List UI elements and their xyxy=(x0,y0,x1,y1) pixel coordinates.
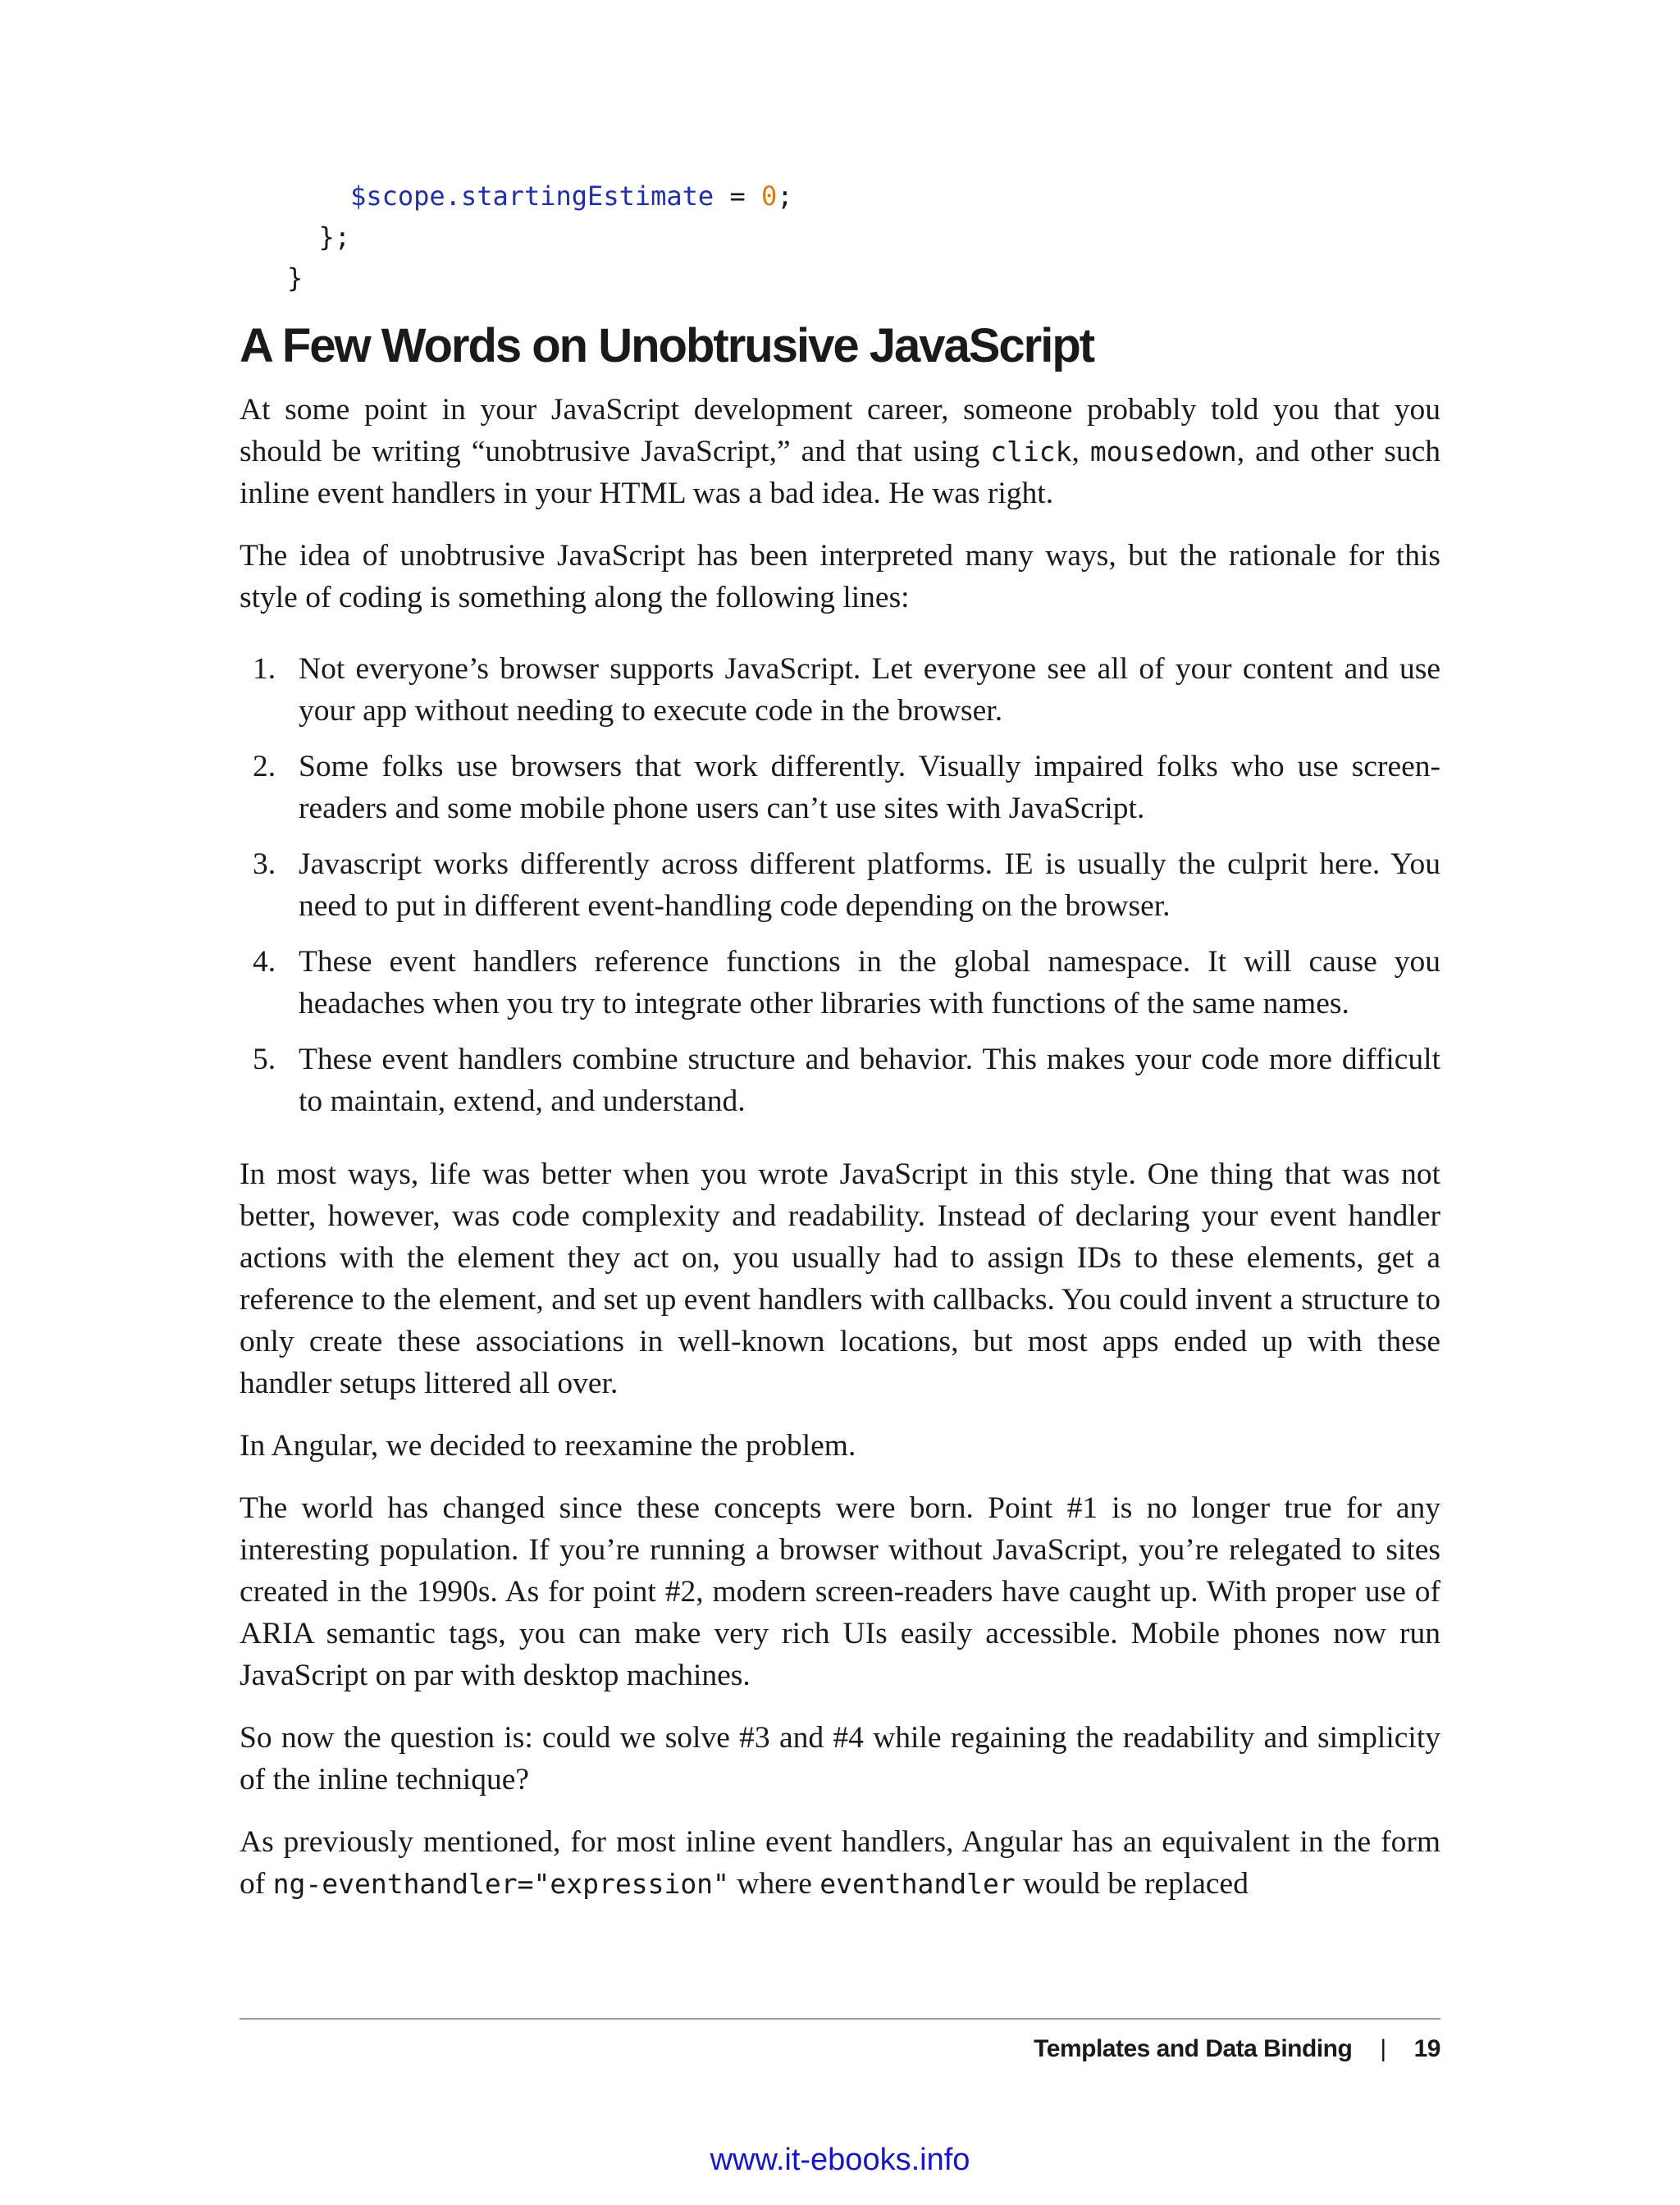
text-span: , and other such inline event handlers in your HTML was a bad idea. He was right. xyxy=(240,435,1441,510)
paragraph-intro-1 xyxy=(240,389,1440,514)
inline-code-mousedown: mousedown xyxy=(1089,436,1237,468)
code-variable: $scope.startingEstimate xyxy=(350,180,714,212)
list-number: 2. xyxy=(253,750,276,783)
section-heading: A Few Words on Unobtrusive JavaScript xyxy=(240,319,1094,372)
text-span: As previously mentioned, for most inline event handlers, Angular has an equivalent in the form of xyxy=(240,1825,1440,1901)
code-number: 0 xyxy=(760,180,778,212)
chapter-title: Templates and Data Binding xyxy=(1034,2035,1353,2062)
page-footer xyxy=(1034,2033,1440,2066)
footer-separator: | xyxy=(1380,2035,1386,2062)
list-text: These event handlers reference functions in the global namespace. It will cause you headaches when you try to integrate other libraries with functions of the same names. xyxy=(299,945,1440,1020)
code-line-1 xyxy=(287,180,793,212)
inline-code-ng-eventhandler: ng-eventhandler="expression" xyxy=(272,1868,729,1900)
list-text: These event handlers combine structure and behavior. This makes your code more difficult to maintain, extend, and understand. xyxy=(299,1043,1440,1118)
code-operator: = xyxy=(714,180,761,212)
paragraph-intro-2: The idea of unobtrusive JavaScript has been interpreted many ways, but the rationale for this style of coding is something along the following lines: xyxy=(240,539,1440,614)
footer-divider xyxy=(240,2018,1440,2020)
text-span: would be replaced xyxy=(1015,1867,1249,1901)
body-text xyxy=(240,389,1440,1925)
list-item xyxy=(240,941,1440,1025)
text-span: where xyxy=(728,1867,820,1901)
list-number: 1. xyxy=(253,652,276,686)
reasons-list xyxy=(240,648,1440,1122)
list-number: 3. xyxy=(253,847,276,881)
list-text: Javascript works differently across different platforms. IE is usually the culprit here. You need to put in different event-handling code depending on the browser. xyxy=(299,847,1440,923)
paragraph-5: The world has changed since these concepts were born. Point #1 is no longer true for any interesting population. If you’re running a browser without JavaScript, you’re relegated to sites created in the 1990s. As for point #2, modern screen-readers have caught up. With proper use of ARIA semantic tags, you can make very rich UIs easily accessible. Mobile phones now run JavaScript on par with desktop machines. xyxy=(240,1491,1440,1692)
watermark-link[interactable]: www.it-ebooks.info xyxy=(710,2143,970,2177)
list-item xyxy=(240,1039,1440,1122)
list-number: 4. xyxy=(253,945,276,979)
paragraph-6: So now the question is: could we solve #3 and #4 while regaining the readability and simplicity of the inline technique? xyxy=(240,1721,1440,1796)
code-line-2-text: }; xyxy=(318,221,351,253)
list-number: 5. xyxy=(253,1043,276,1076)
list-item xyxy=(240,648,1440,732)
list-text: Some folks use browsers that work differently. Visually impaired folks who use screen-readers and some mobile phone users can’t use sites with JavaScript. xyxy=(299,750,1440,825)
code-line-3 xyxy=(287,262,303,294)
code-line-2 xyxy=(287,221,350,253)
paragraph-7 xyxy=(240,1821,1440,1905)
paragraph-4: In Angular, we decided to reexamine the problem. xyxy=(240,1429,856,1463)
page-number: 19 xyxy=(1413,2035,1440,2062)
list-item xyxy=(240,746,1440,829)
inline-code-eventhandler: eventhandler xyxy=(819,1868,1016,1900)
paragraph-3: In most ways, life was better when you wrote JavaScript in this style. One thing that was not better, however, was code complexity and readability. Instead of declaring your event handler actions with the element they act on, you usually had to assign IDs to these elements, get a reference to the element, and set up event handlers with callbacks. You could invent a structure to only create these associations in well-known locations, but most apps ended up with these handler setups littered all over. xyxy=(240,1157,1440,1400)
list-item xyxy=(240,843,1440,927)
code-snippet xyxy=(287,176,1436,299)
inline-code-click: click xyxy=(990,436,1072,468)
text-span: , xyxy=(1071,435,1090,468)
code-semicolon: ; xyxy=(777,180,793,212)
code-line-3-text: } xyxy=(287,262,304,294)
text-span: At some point in your JavaScript development career, someone probably told you that you should be writing “unobtrusive JavaScript,” and that using xyxy=(240,393,1440,468)
list-text: Not everyone’s browser supports JavaScript. Let everyone see all of your content and use your app without needing to execute code in the browser. xyxy=(299,652,1440,728)
